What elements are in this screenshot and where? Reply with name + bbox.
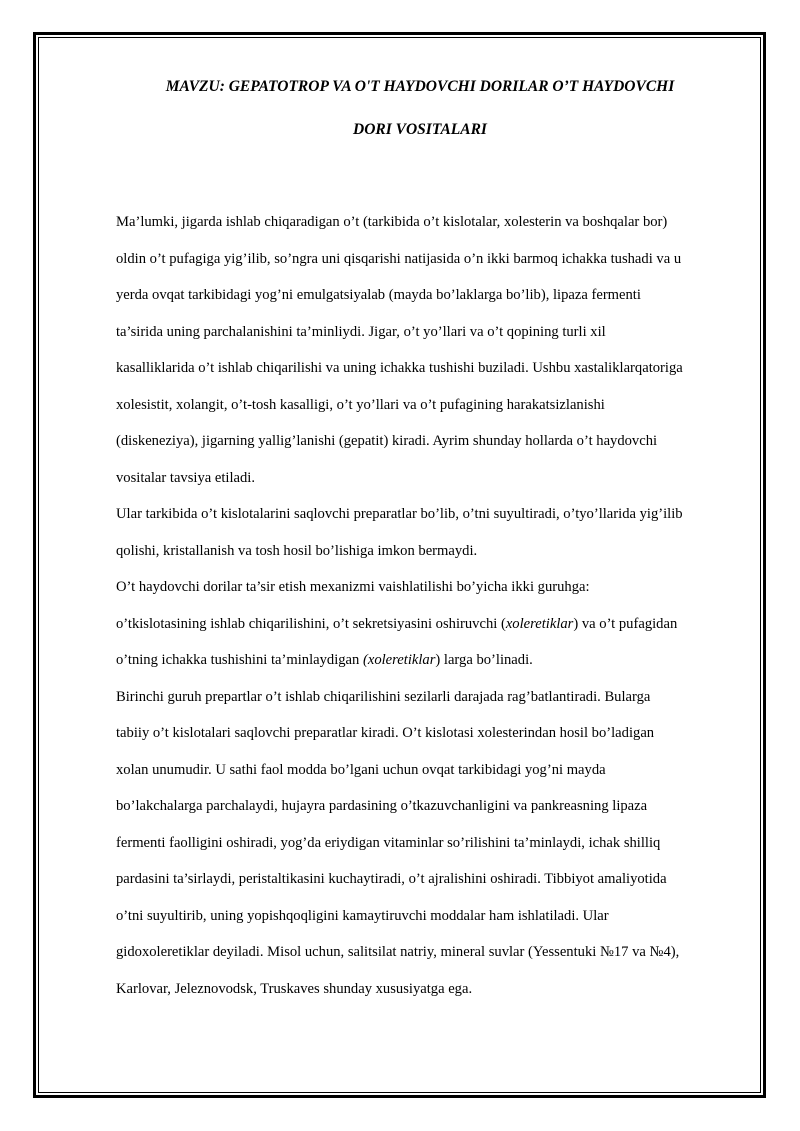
document-title-line-2: DORI VOSITALARI	[353, 121, 487, 138]
text-line: (diskeneziya), jigarning yallig’lanishi (gepatit) kiradi. Ayrim shunday hollarda o’t haydovchi	[116, 433, 658, 449]
text-line: qolishi, kristallanish va tosh hosil bo’lishiga imkon bermaydi.	[116, 542, 478, 559]
text-line: kasalliklarida o’t ishlab chiqarilishi va uning ichakka tushishi buziladi. Ushbu xastaliklarqatoriga	[116, 360, 683, 376]
document-body	[116, 204, 746, 1007]
text-line: pardasini ta’sirlaydi, peristaltikasini kuchaytiradi, o’t ajralishini oshiradi. Tibbiyot amaliyotida	[116, 871, 667, 887]
text-segment: ) va o’t pufagidan	[573, 615, 678, 632]
text-line: tabiiy o’t kislotalari saqlovchi preparatlar kiradi. O’t kislotasi xolesterindan hosil bo’ladigan	[116, 725, 655, 741]
text-segment: o’tkislotasining ishlab chiqarilishini, o’t sekretsiyasini oshiruvchi (	[116, 615, 506, 632]
text-line: o’tni suyultirib, uning yopishqoqligini kamaytiruvchi moddalar ham ishlatiladi. Ular	[116, 907, 609, 924]
text-line: vositalar tavsiya etiladi.	[116, 469, 256, 486]
italic-term: xoleretiklar	[505, 615, 574, 632]
text-line: gidoxoleretiklar deyiladi. Misol uchun, salitsilat natriy, mineral suvlar (Yessentuki №17 va №4),	[116, 944, 680, 960]
text-line: Ma’lumki, jigarda ishlab chiqaradigan o’t (tarkibida o’t kislotalar, xolesterin va boshqalar bor)	[116, 214, 668, 230]
text-line-mixed	[116, 642, 746, 679]
text-line: xolan unumudir. U sathi faol modda bo’lgani uchun ovqat tarkibidagi yog’ni mayda	[116, 761, 606, 778]
text-line: ta’sirida uning parchalanishini ta’minliydi. Jigar, o’t yo’llari va o’t qopining turli xil	[116, 323, 606, 340]
text-line-mixed	[116, 606, 746, 643]
text-line: fermenti faolligini oshiradi, yog’da eriydigan vitaminlar so’rilishini ta’minlaydi, ichak shilliq	[116, 834, 661, 851]
text-line: Karlovar, Jeleznovodsk, Truskaves shunday xususiyatga ega.	[116, 980, 473, 997]
text-segment: o’tning ichakka tushishini ta’minlaydigan	[116, 652, 363, 668]
text-line: bo’lakchalarga parchalaydi, hujayra pardasining o’tkazuvchanligini va pankreasning lipaza	[116, 798, 648, 814]
text-line: Ular tarkibida o’t kislotalarini saqlovchi preparatlar bo’lib, o’tni suyultiradi, o’tyo’llarida yig’ilib	[116, 506, 683, 522]
text-line: xolesistit, xolangit, o’t-tosh kasalligi, o’t yo’llari va o’t pufagining harakatsizlanishi	[116, 396, 605, 413]
text-segment: ) larga bo’linadi.	[435, 652, 533, 668]
text-line: Birinchi guruh prepartlar o’t ishlab chiqarilishini sezilarli darajada rag’batlantiradi. Bularga	[116, 688, 651, 705]
text-line: yerda ovqat tarkibidagi yog’ni emulgatsiyalab (mayda bo’laklarga bo’lib), lipaza fermenti	[116, 287, 641, 303]
text-line: O’t haydovchi dorilar ta’sir etish mexanizmi vaishlatilishi bo’yicha ikki guruhga:	[116, 579, 590, 595]
italic-term: (xoleretiklar	[362, 652, 436, 668]
text-line: oldin o’t pufagiga yig’ilib, so’ngra uni qisqarishi natijasida o’n ikki barmoq ichakka tushadi va u	[116, 250, 682, 267]
document-title-line-1: MAVZU: GEPATOTROP VA O'T HAYDOVCHI DORILAR O’T HAYDOVCHI	[165, 78, 675, 95]
